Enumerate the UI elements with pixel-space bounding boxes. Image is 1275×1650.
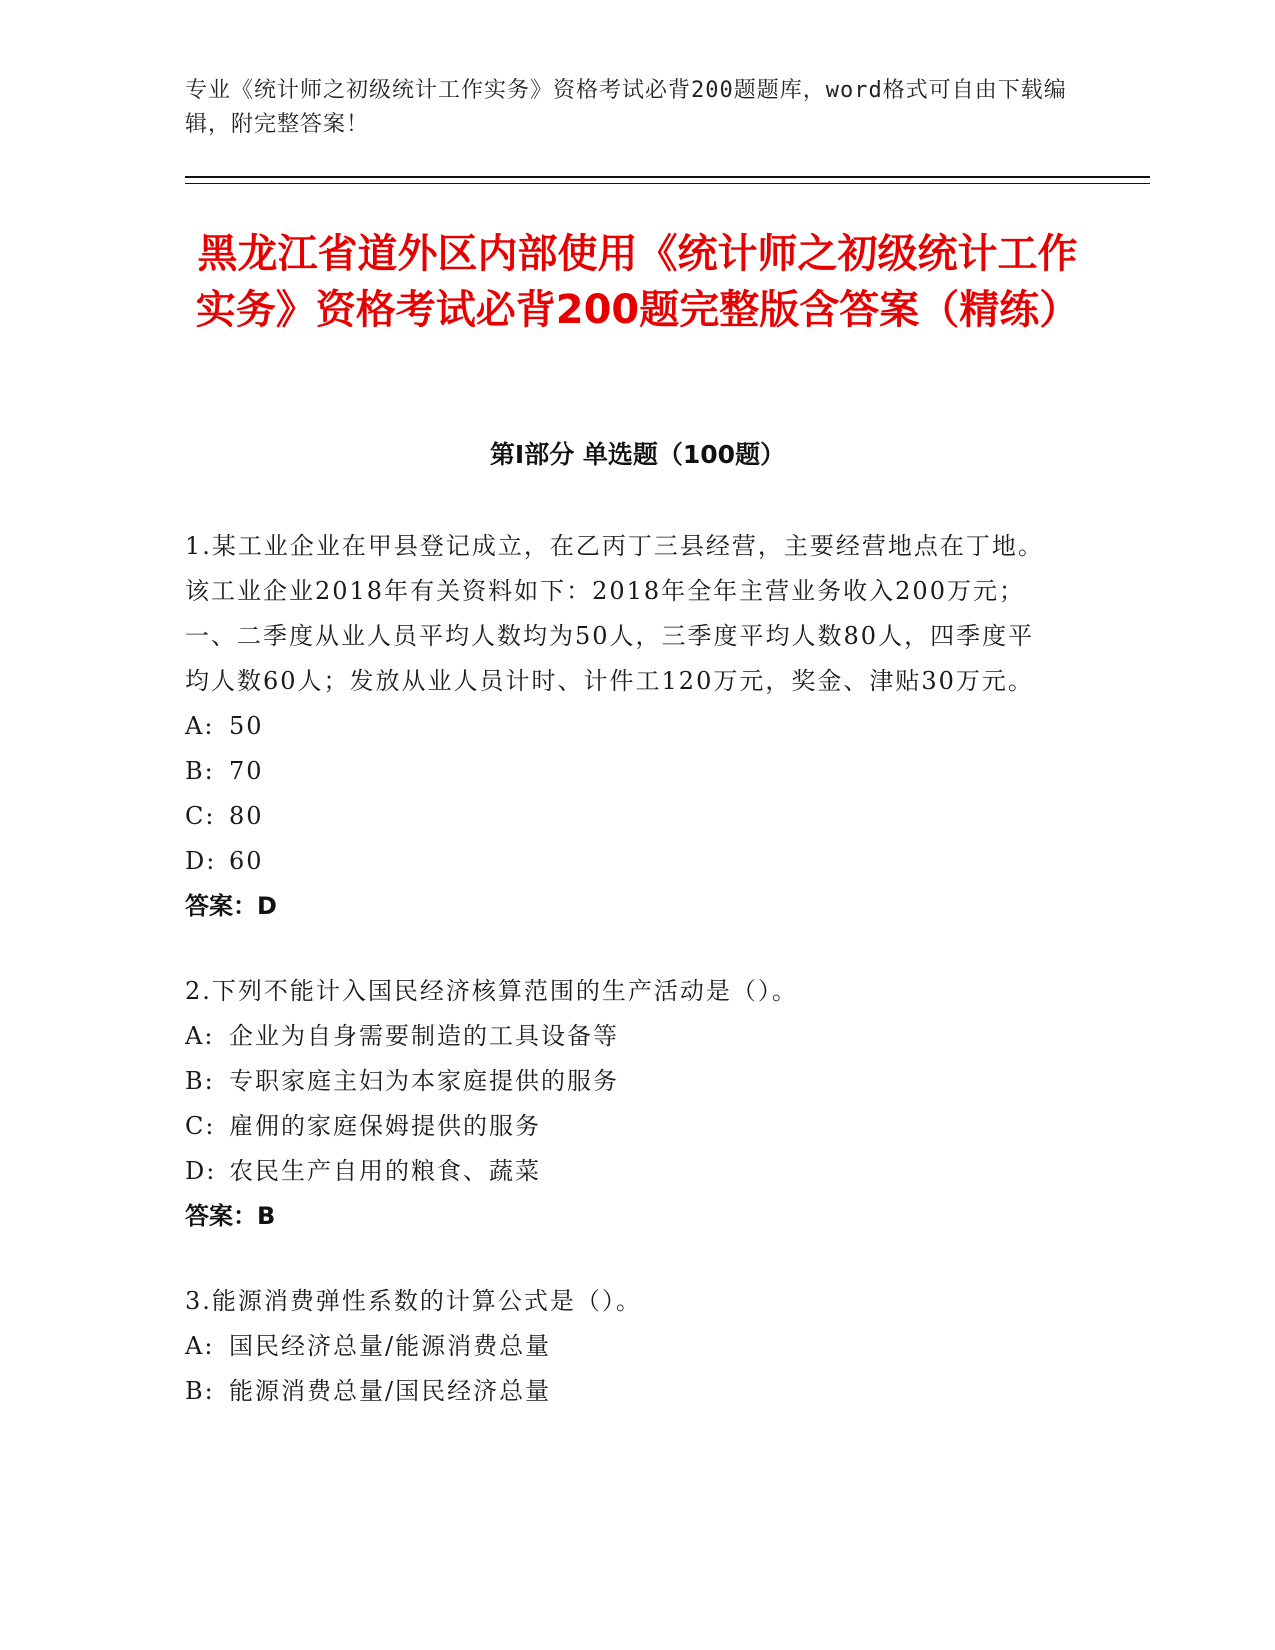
option-text: 能源消费总量/国民经济总量: [229, 1377, 552, 1405]
question-stem: 3.能源消费弹性系数的计算公式是（）。: [185, 1287, 642, 1315]
option-letter: D:: [185, 1157, 217, 1185]
option-text: 50: [229, 712, 264, 740]
option-letter: A:: [185, 1022, 215, 1050]
option-item: [185, 704, 1055, 749]
option-text: 农民生产自用的粮食、蔬菜: [229, 1157, 541, 1185]
option-text: 雇佣的家庭保姆提供的服务: [229, 1112, 541, 1140]
answer-label: 答案：B: [185, 1202, 276, 1230]
option-letter: C:: [185, 1112, 216, 1140]
option-item: [185, 1059, 1055, 1104]
option-text: 60: [229, 847, 264, 875]
option-letter: B:: [185, 1067, 215, 1095]
option-item: [185, 794, 1055, 839]
option-text: 专职家庭主妇为本家庭提供的服务: [229, 1067, 619, 1095]
option-item: [185, 1369, 1055, 1414]
section-heading: 第Ⅰ部分 单选题（100题）: [489, 440, 786, 469]
question-stem: 1.某工业企业在甲县登记成立，在乙丙丁三县经营，主要经营地点在丁地。该工业企业2018年有关资料如下：2018年全年主营业务收入200万元；一、二季度从业人员平均人数均为50人，三季度平均人数80人，四季度平均人数60人；发放从业人员计时、计件工120万元，奖金、津贴30万元。: [185, 532, 1044, 695]
option-text: 企业为自身需要制造的工具设备等: [229, 1022, 619, 1050]
option-text: 70: [229, 757, 264, 785]
question-item: [185, 524, 1055, 929]
question-stem: 2.下列不能计入国民经济核算范围的生产活动是（）。: [185, 977, 798, 1005]
option-letter: A:: [185, 712, 215, 740]
option-item: [185, 1324, 1055, 1369]
option-letter: C:: [185, 802, 216, 830]
header-divider-thin: [185, 183, 1150, 184]
option-letter: A:: [185, 1332, 215, 1360]
option-letter: B:: [185, 1377, 215, 1405]
option-text: 80: [229, 802, 264, 830]
option-item: [185, 1014, 1055, 1059]
answer-label: 答案：D: [185, 892, 277, 920]
option-item: [185, 1149, 1055, 1194]
header-note: 专业《统计师之初级统计工作实务》资格考试必背200题题库，word格式可自由下载编辑，附完整答案！: [185, 78, 1067, 137]
question-list: [185, 524, 1055, 1454]
document-title: 黑龙江省道外区内部使用《统计师之初级统计工作实务》资格考试必背200题完整版含答案（精练）: [195, 231, 1080, 333]
option-letter: B:: [185, 757, 215, 785]
header-divider: [185, 176, 1150, 178]
option-text: 国民经济总量/能源消费总量: [229, 1332, 552, 1360]
option-item: [185, 839, 1055, 884]
option-letter: D:: [185, 847, 217, 875]
question-item: [185, 1279, 1055, 1414]
option-item: [185, 749, 1055, 794]
question-item: [185, 969, 1055, 1239]
option-item: [185, 1104, 1055, 1149]
